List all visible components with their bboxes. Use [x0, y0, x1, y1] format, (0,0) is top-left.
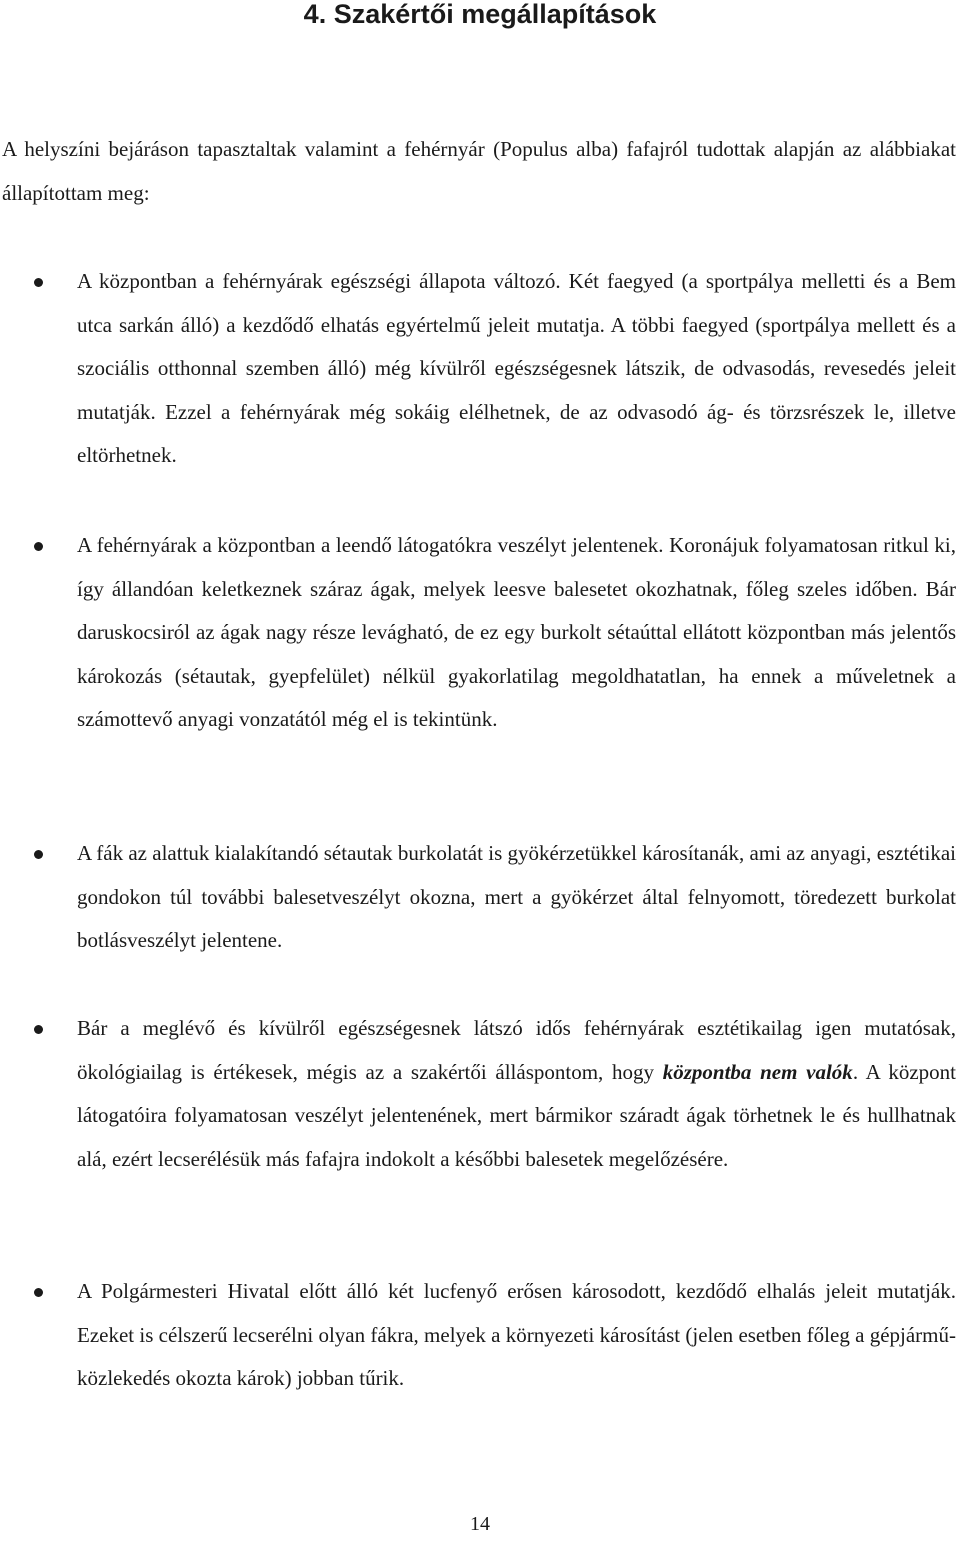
emphasized-conclusion: központba nem valók — [662, 1059, 853, 1084]
bullet-dot-icon — [34, 1288, 43, 1297]
finding-text: A Polgármesteri Hivatal előtt álló két lucfenyő erősen károsodott, kezdődő elhalás jeleit mutatják. Ezeket is célszerű lecserélni olyan fákra, melyek a környezeti károsítást (jelen esetben főleg a gépjármű-közlekedés okozta károk) jobban tűrik. — [77, 1279, 956, 1391]
finding-text-part: . A központ látogatóira folyamatosan veszélyt jelentenének, mert bármikor száradt ágak törhetnek le és hullhatnak alá, ezért lecserélésük más fafajra indokolt a későbbi balesetek megelőzésére. — [77, 1059, 956, 1171]
bullet-dot-icon — [34, 278, 43, 287]
finding-text: A fehérnyárak a központban a leendő látogatókra veszélyt jelentenek. Koronájuk folyamatosan ritkul ki, így állandóan keletkeznek száraz ágak, melyek leesve balesetet okozhatnak, főleg szeles időben. Bár daruskocsiról az ágak nagy része levágható, de ez egy burkolt sétaúttal ellátott központban más jelentős károkozás (sétautak, gyepfelület) nélkül gyakorlatilag megoldhatatlan, ha ennek a műveletnek a számottevő anyagi vonzatától még el is tekintünk. — [77, 533, 956, 732]
finding-text: A fák az alattuk kialakítandó sétautak burkolatát is gyökérzetükkel károsítanák, ami az anyagi, esztétikai gondokon túl további balesetveszélyt okozna, mert a gyökérzet által felnyomott, töredezett burkolat botlásveszélyt jelentene. — [77, 841, 956, 953]
finding-text: A központban a fehérnyárak egészségi állapota változó. Két faegyed (a sportpálya melletti és a Bem utca sarkán álló) a kezdődő elhatás egyértelmű jeleit mutatja. A többi faegyed (sportpálya mellett és a szociális otthonnal szemben álló) még kívülről egészségesnek látszik, de odvasodás, revesedés jeleit mutatják. Ezzel a fehérnyárak még sokáig elélhetnek, de az odvasodó ág- és törzsrészek le, illetve eltörhetnek. — [77, 269, 956, 468]
bullet-dot-icon — [34, 850, 43, 859]
bullet-dot-icon — [34, 1025, 43, 1034]
page-number: 14 — [470, 1513, 490, 1535]
intro-paragraph: A helyszíni bejáráson tapasztaltak valamint a fehérnyár (Populus alba) fafajról tudottak alapján az alábbiakat állapítottam meg: — [2, 137, 956, 205]
finding-text-part: Bár a meglévő és kívülről egészségesnek látszó idős fehérnyárak esztétikailag igen mutatósak, ökológiailag is értékesek, mégis az a szakértői álláspontom, hogy — [77, 1016, 956, 1084]
section-heading: 4. Szakértői megállapítások — [303, 0, 657, 29]
finding-text — [77, 1007, 956, 1181]
bullet-dot-icon — [34, 542, 43, 551]
